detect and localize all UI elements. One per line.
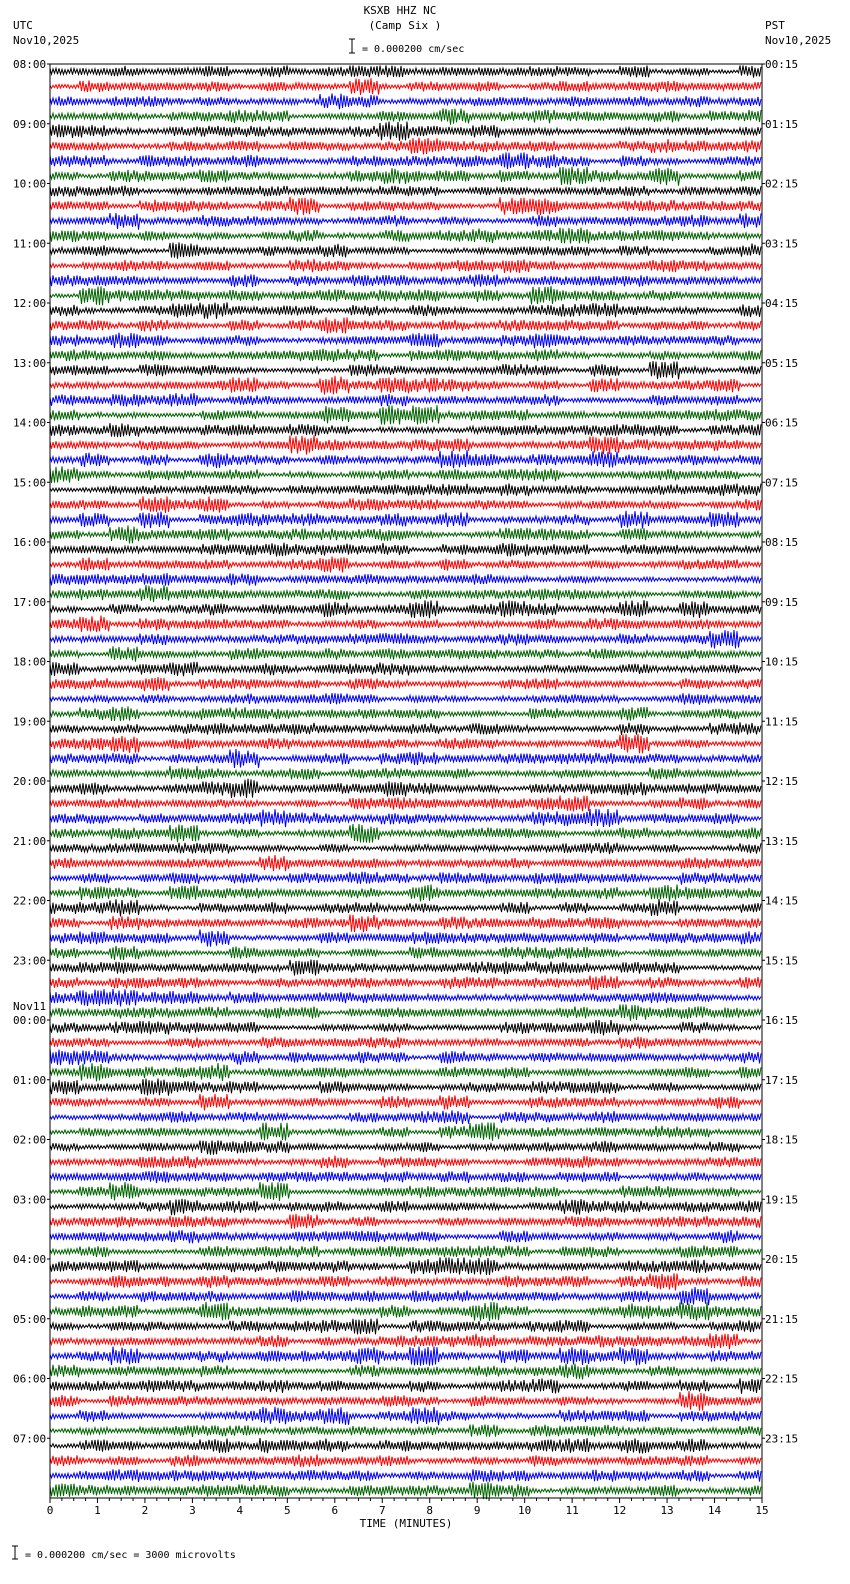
- seismic-trace: [50, 484, 761, 497]
- seismic-trace: [50, 1425, 761, 1437]
- seismic-trace: [50, 809, 761, 827]
- utc-hour-label: 12:00: [13, 297, 47, 310]
- utc-hour-label: 23:00: [13, 954, 47, 968]
- x-tick-label: 10: [518, 1504, 532, 1517]
- utc-hour-label: 10:00: [13, 177, 47, 191]
- seismic-trace: [50, 1004, 761, 1020]
- seismic-trace: [50, 1020, 761, 1035]
- station-title: KSXB HHZ NC: [363, 4, 437, 17]
- x-tick-label: 2: [141, 1504, 149, 1517]
- seismic-trace: [50, 186, 761, 197]
- seismic-trace: [50, 228, 761, 244]
- seismic-trace: [50, 1378, 761, 1393]
- pst-hour-label: 00:15: [765, 58, 799, 71]
- x-tick-label: 14: [707, 1504, 722, 1517]
- seismic-trace: [50, 706, 761, 721]
- seismic-trace: [50, 1391, 761, 1411]
- seismic-trace: [50, 274, 761, 287]
- seismic-trace: [50, 1469, 761, 1482]
- utc-hour-label: 16:00: [13, 536, 47, 549]
- pst-hour-label: 15:15: [765, 954, 799, 968]
- pst-hour-label: 08:15: [765, 536, 799, 549]
- seismic-trace: [50, 1257, 761, 1275]
- x-tick-label: 4: [236, 1504, 244, 1517]
- pst-hour-label: 14:15: [765, 894, 799, 908]
- seismic-trace: [50, 1454, 761, 1466]
- utc-hour-label: 14:00: [13, 416, 47, 430]
- seismic-trace: [50, 1063, 761, 1081]
- x-tick-label: 8: [426, 1504, 434, 1517]
- seismic-trace: [50, 286, 761, 305]
- pst-hour-label: 04:15: [765, 297, 799, 310]
- seismic-trace: [50, 152, 761, 169]
- utc-hour-label: 21:00: [13, 834, 47, 848]
- seismic-trace: [50, 543, 761, 557]
- seismic-trace: [50, 361, 761, 379]
- seismic-trace: [50, 1094, 761, 1111]
- seismic-trace: [50, 197, 761, 215]
- seismic-trace: [50, 824, 761, 843]
- x-tick-label: 9: [473, 1504, 481, 1517]
- seismic-trace: [50, 405, 761, 424]
- seismic-trace: [50, 646, 761, 661]
- seismic-trace: [50, 1079, 761, 1096]
- seismic-trace: [50, 122, 761, 141]
- pst-hour-label: 09:15: [765, 595, 799, 609]
- utc-hour-label: 20:00: [13, 775, 47, 788]
- seismic-trace: [50, 630, 761, 648]
- site-subtitle: (Camp Six ): [368, 19, 442, 32]
- utc-hour-label: 01:00: [13, 1073, 47, 1087]
- pst-zone-label: PST: [765, 19, 785, 32]
- seismic-trace: [50, 93, 761, 109]
- seismic-trace: [50, 975, 761, 990]
- seismic-trace: [50, 1273, 761, 1290]
- pst-hour-label: 10:15: [765, 655, 799, 669]
- seismic-trace: [50, 693, 761, 705]
- x-axis-label: TIME (MINUTES): [359, 1517, 453, 1530]
- seismic-trace: [50, 1199, 761, 1215]
- x-tick-label: 7: [378, 1504, 386, 1517]
- seismic-trace: [50, 423, 761, 437]
- pst-hour-label: 02:15: [765, 177, 799, 191]
- pst-hour-label: 06:15: [765, 416, 799, 430]
- seismic-trace: [50, 1171, 761, 1183]
- pst-hour-label: 03:15: [765, 237, 799, 251]
- utc-hour-label: 04:00: [13, 1253, 47, 1266]
- seismic-trace: [50, 573, 761, 586]
- x-tick-label: 11: [565, 1504, 579, 1517]
- seismic-trace: [50, 450, 761, 468]
- pst-hour-label: 20:15: [765, 1253, 799, 1266]
- utc-hour-label: 17:00: [13, 595, 47, 609]
- seismic-trace: [50, 842, 761, 854]
- seismic-trace: [50, 393, 761, 406]
- seismic-trace: [50, 317, 761, 333]
- seismic-trace: [50, 855, 761, 871]
- seismic-trace: [50, 1214, 761, 1229]
- seismic-trace: [50, 349, 761, 362]
- seismic-trace: [50, 557, 761, 573]
- seismic-trace: [50, 525, 761, 543]
- x-tick-label: 5: [284, 1504, 291, 1517]
- seismic-trace: [50, 1438, 761, 1453]
- utc-hour-label: 18:00: [13, 655, 47, 669]
- seismic-trace: [50, 960, 761, 976]
- seismic-trace: [50, 872, 761, 885]
- seismic-trace: [50, 78, 761, 95]
- seismic-trace: [50, 677, 761, 691]
- pst-hour-label: 23:15: [765, 1432, 799, 1446]
- seismic-trace: [50, 749, 761, 768]
- seismic-trace: [50, 1048, 761, 1065]
- utc-hour-label: 13:00: [13, 356, 47, 370]
- x-tick-label: 15: [755, 1504, 769, 1517]
- x-tick-label: 1: [94, 1504, 101, 1517]
- seismic-trace: [50, 899, 761, 916]
- seismic-trace: [50, 259, 761, 273]
- utc-zone-label: UTC: [13, 19, 33, 32]
- pst-hour-label: 22:15: [765, 1372, 799, 1386]
- utc-hour-label: 02:00: [13, 1133, 47, 1147]
- seismic-trace: [50, 930, 761, 947]
- pst-hour-label: 19:15: [765, 1193, 799, 1207]
- pst-hour-label: 11:15: [765, 715, 799, 729]
- seismic-trace: [50, 302, 761, 319]
- seismic-trace: [50, 1037, 761, 1049]
- seismic-trace: [50, 1287, 761, 1305]
- pst-hour-label: 05:15: [765, 356, 799, 370]
- seismic-trace: [50, 989, 761, 1006]
- utc-hour-label: 22:00: [13, 894, 47, 908]
- x-tick-label: 13: [660, 1504, 674, 1517]
- seismic-trace: [50, 1347, 761, 1366]
- utc-date-change-label: Nov11: [13, 1000, 47, 1013]
- pst-hour-label: 21:15: [765, 1312, 799, 1326]
- x-tick-label: 6: [331, 1504, 339, 1517]
- seismic-trace: [50, 1302, 761, 1321]
- seismic-trace: [50, 1110, 761, 1124]
- x-tick-label: 0: [46, 1504, 54, 1517]
- pst-hour-label: 07:15: [765, 476, 799, 490]
- seismic-trace: [50, 511, 761, 529]
- seismic-trace: [50, 108, 761, 124]
- seismic-trace: [50, 333, 761, 349]
- seismic-trace: [50, 662, 761, 676]
- seismic-trace: [50, 1482, 761, 1499]
- seismic-trace: [50, 1156, 761, 1169]
- utc-hour-label: 06:00: [13, 1372, 47, 1386]
- pst-hour-label: 01:15: [765, 117, 799, 131]
- seismic-trace: [50, 242, 761, 258]
- seismic-trace: [50, 1140, 761, 1154]
- utc-hour-label: 03:00: [13, 1193, 47, 1207]
- utc-hour-label: 08:00: [13, 58, 47, 71]
- seismic-trace: [50, 1407, 761, 1425]
- seismic-trace: [50, 1182, 761, 1201]
- pst-hour-label: 13:15: [765, 834, 799, 848]
- pst-date-label: Nov10,2025: [765, 34, 832, 47]
- utc-hour-label: 09:00: [13, 117, 47, 131]
- seismic-trace: [50, 1333, 761, 1349]
- x-tick-label: 3: [189, 1504, 196, 1517]
- utc-hour-label: 00:00: [13, 1014, 47, 1027]
- seismic-trace: [50, 766, 761, 780]
- seismic-trace: [50, 496, 761, 513]
- utc-hour-label: 07:00: [13, 1432, 47, 1446]
- utc-hour-label: 15:00: [13, 476, 47, 490]
- seismic-trace: [50, 376, 761, 395]
- seismic-trace: [50, 734, 761, 753]
- footer-scale-note: = 0.000200 cm/sec = 3000 microvolts: [25, 1550, 236, 1561]
- seismic-trace: [50, 213, 761, 230]
- pst-hour-label: 17:15: [765, 1073, 799, 1087]
- seismic-trace: [50, 722, 761, 735]
- seismic-trace: [50, 779, 761, 798]
- seismic-trace: [50, 915, 761, 933]
- seismic-trace: [50, 1319, 761, 1335]
- seismic-trace: [50, 66, 761, 78]
- seismic-trace: [50, 796, 761, 812]
- seismic-trace: [50, 885, 761, 902]
- seismic-trace: [50, 585, 761, 602]
- utc-date-label: Nov10,2025: [13, 34, 80, 47]
- pst-hour-label: 18:15: [765, 1133, 799, 1147]
- seismic-trace: [50, 600, 761, 618]
- seismic-trace: [50, 1364, 761, 1380]
- seismic-trace: [50, 167, 761, 186]
- seismic-trace: [50, 466, 761, 483]
- x-tick-label: 12: [612, 1504, 627, 1517]
- seismic-trace: [50, 946, 761, 960]
- scale-bar-label: = 0.000200 cm/sec: [362, 44, 465, 55]
- pst-hour-label: 16:15: [765, 1014, 799, 1027]
- seismic-trace: [50, 1122, 761, 1140]
- seismic-trace: [50, 1245, 761, 1258]
- utc-hour-label: 11:00: [13, 237, 47, 251]
- seismic-trace: [50, 435, 761, 454]
- pst-hour-label: 12:15: [765, 775, 799, 788]
- seismic-trace: [50, 1230, 761, 1243]
- utc-hour-label: 05:00: [13, 1312, 47, 1326]
- seismic-trace: [50, 616, 761, 632]
- utc-hour-label: 19:00: [13, 715, 47, 729]
